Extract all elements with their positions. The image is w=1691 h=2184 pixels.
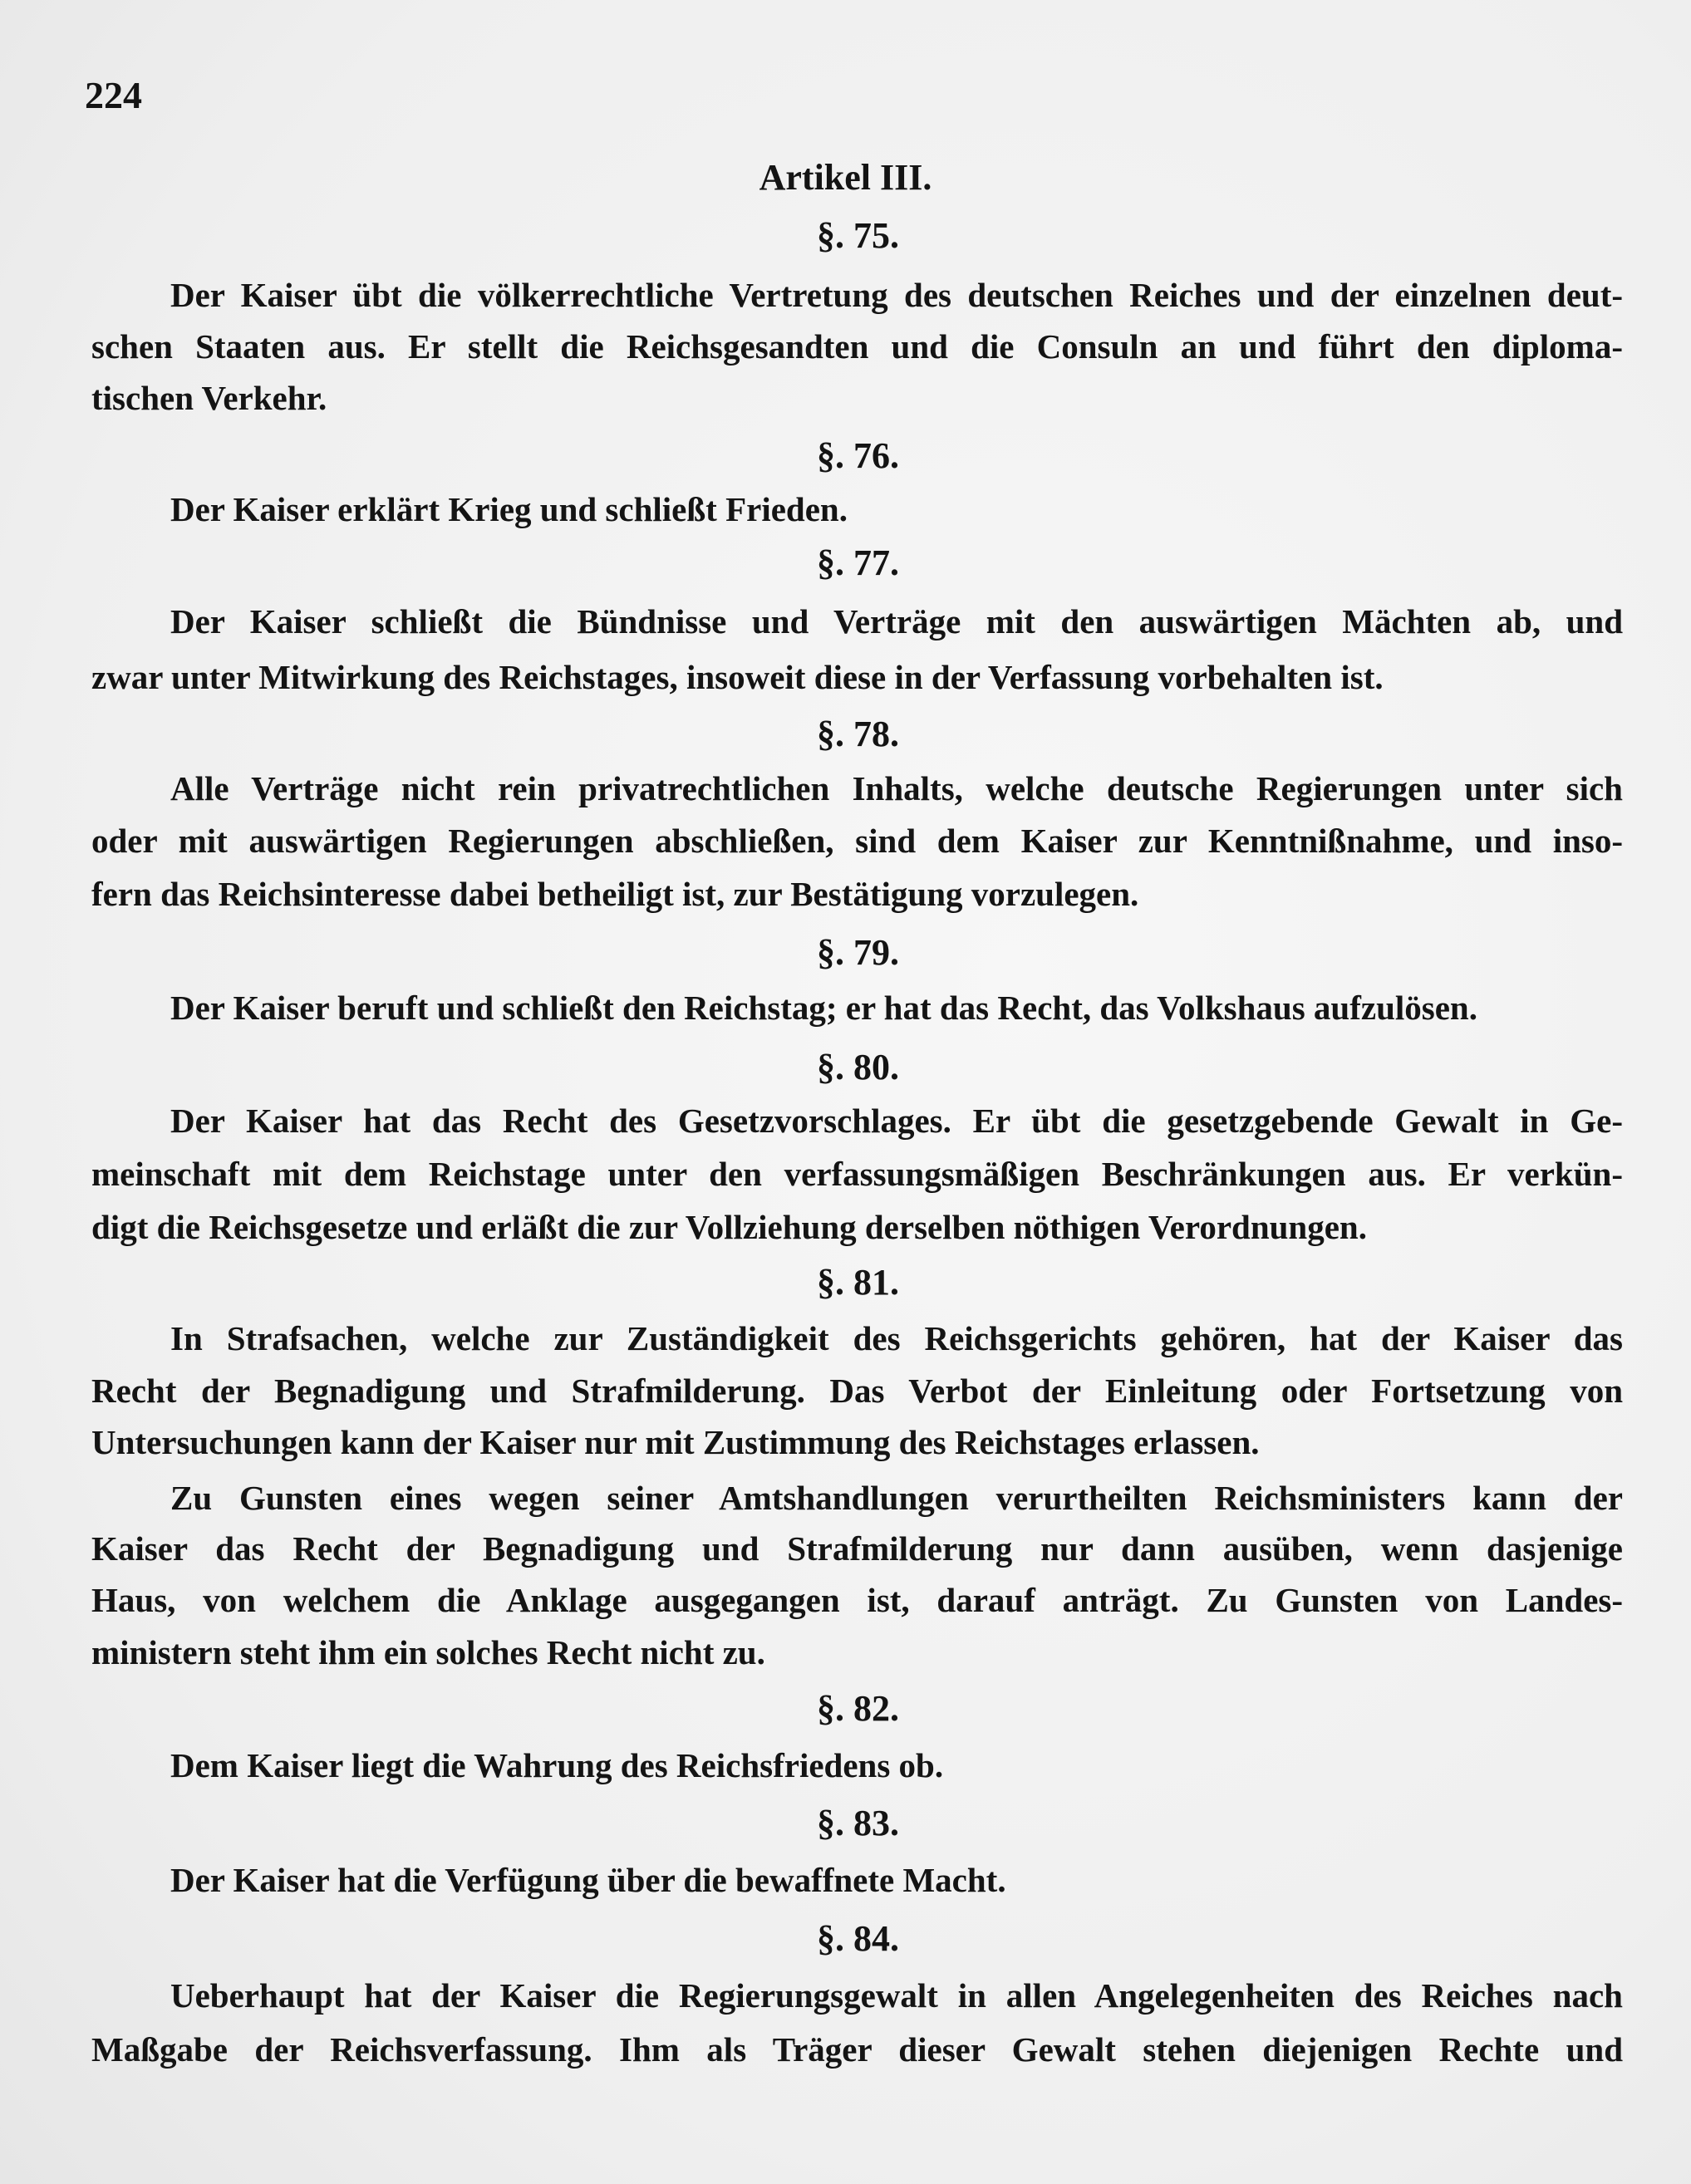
section-number: §. 83. [817, 1803, 899, 1843]
section-number: §. 78. [817, 714, 899, 754]
text-line: Der Kaiser hat die Verfügung über die bewaffnete Macht. [170, 1861, 1006, 1899]
text-line: Kaiser das Recht der Begnadigung und Strafmilderung nur dann ausüben, wenn dasjenige [91, 1529, 1623, 1568]
text-line: digt die Reichsgesetze und erläßt die zur Vollziehung derselben nöthigen Verordnungen. [91, 1208, 1367, 1246]
text-line: Der Kaiser übt die völkerrechtliche Vertretung des deutschen Reiches und der einzelnen deut- [170, 276, 1623, 314]
section-number: §. 79. [817, 932, 899, 973]
section-number: §. 77. [817, 542, 899, 583]
section-number: §. 84. [817, 1918, 899, 1959]
text-line: oder mit auswärtigen Regierungen abschließen, sind dem Kaiser zur Kenntnißnahme, und inso- [91, 822, 1623, 860]
text-line: zwar unter Mitwirkung des Reichstages, insoweit diese in der Verfassung vorbehalten ist. [91, 658, 1384, 696]
text-line: ministern steht ihm ein solches Recht nicht zu. [91, 1633, 765, 1671]
section-number: §. 75. [817, 215, 899, 256]
text-line: tischen Verkehr. [91, 379, 327, 417]
text-line: Zu Gunsten eines wegen seiner Amtshandlungen verurtheilten Reichsministers kann der [170, 1479, 1623, 1517]
text-line: Ueberhaupt hat der Kaiser die Regierungsgewalt in allen Angelegenheiten des Reiches nach [170, 1976, 1623, 2015]
text-line: Alle Verträge nicht rein privatrechtlichen Inhalts, welche deutsche Regierungen unter sich [170, 769, 1623, 807]
section-number: §. 76. [817, 435, 899, 476]
article-heading: Artikel III. [759, 157, 932, 198]
text-line: Haus, von welchem die Anklage ausgegangen ist, darauf anträgt. Zu Gunsten von Landes- [91, 1581, 1623, 1619]
section-number: §. 80. [817, 1047, 899, 1087]
text-line: In Strafsachen, welche zur Zuständigkeit des Reichsgerichts gehören, hat der Kaiser das [170, 1319, 1623, 1357]
text-line: fern das Reichsinteresse dabei betheiligt ist, zur Bestätigung vorzulegen. [91, 875, 1139, 913]
text-line: Der Kaiser erklärt Krieg und schließt Frieden. [170, 490, 848, 528]
text-line: Maßgabe der Reichsverfassung. Ihm als Träger dieser Gewalt stehen diejenigen Rechte und [91, 2030, 1623, 2069]
text-line: Der Kaiser schließt die Bündnisse und Verträge mit den auswärtigen Mächten ab, und [170, 602, 1623, 640]
text-line: Der Kaiser hat das Recht des Gesetzvorschlages. Er übt die gesetzgebende Gewalt in Ge- [170, 1102, 1623, 1140]
section-number: §. 82. [817, 1688, 899, 1729]
text-line: Dem Kaiser liegt die Wahrung des Reichsfriedens ob. [170, 1746, 944, 1784]
text-line: schen Staaten aus. Er stellt die Reichsgesandten und die Consuln an und führt den diploma- [91, 327, 1623, 366]
text-line: Untersuchungen kann der Kaiser nur mit Zustimmung des Reichstages erlassen. [91, 1423, 1260, 1461]
section-number: §. 81. [817, 1262, 899, 1303]
text-line: Der Kaiser beruft und schließt den Reichstag; er hat das Recht, das Volkshaus aufzulösen. [170, 989, 1477, 1027]
page-number: 224 [85, 74, 142, 116]
text-line: meinschaft mit dem Reichstage unter den verfassungsmäßigen Beschränkungen aus. Er verkün- [91, 1155, 1623, 1193]
text-line: Recht der Begnadigung und Strafmilderung. Das Verbot der Einleitung oder Fortsetzung von [91, 1372, 1623, 1410]
